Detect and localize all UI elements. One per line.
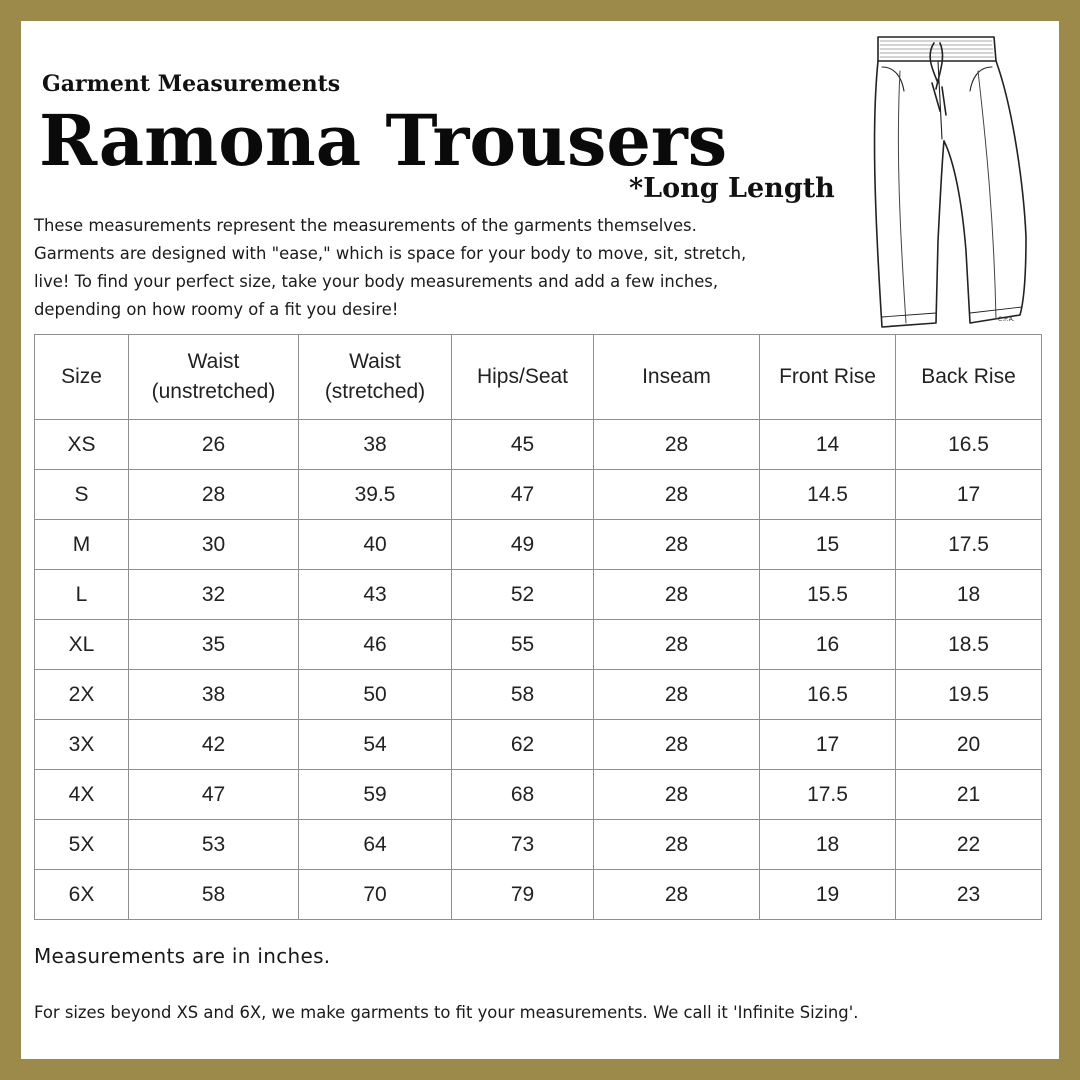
cell-hips-seat: 68: [452, 770, 594, 820]
units-note: Measurements are in inches.: [34, 944, 331, 968]
cell-waist-unstretched: 47: [129, 770, 299, 820]
cell-waist-stretched: 70: [299, 870, 452, 920]
cell-front-rise: 14: [760, 420, 896, 470]
infinite-sizing-note: For sizes beyond XS and 6X, we make garments to fit your measurements. We call it 'Infinite Sizing'.: [34, 1003, 859, 1022]
cell-waist-stretched: 38: [299, 420, 452, 470]
cell-waist-unstretched: 28: [129, 470, 299, 520]
cell-size: 6X: [35, 870, 129, 920]
cell-front-rise: 15.5: [760, 570, 896, 620]
eyebrow-heading: Garment Measurements: [42, 71, 341, 97]
cell-waist-unstretched: 32: [129, 570, 299, 620]
measurement-card: [21, 21, 1059, 1059]
cell-inseam: 28: [594, 570, 760, 620]
cell-waist-unstretched: 42: [129, 720, 299, 770]
cell-waist-stretched: 59: [299, 770, 452, 820]
header-inseam: Inseam: [594, 335, 760, 420]
cell-inseam: 28: [594, 470, 760, 520]
header-front-rise: Front Rise: [760, 335, 896, 420]
cell-size: 3X: [35, 720, 129, 770]
cell-waist-unstretched: 58: [129, 870, 299, 920]
cell-waist-unstretched: 35: [129, 620, 299, 670]
page-title: Ramona Trousers: [39, 99, 728, 182]
cell-back-rise: 20: [896, 720, 1042, 770]
cell-hips-seat: 55: [452, 620, 594, 670]
table-row: [35, 870, 1042, 920]
table-row: [35, 520, 1042, 570]
cell-inseam: 28: [594, 870, 760, 920]
cell-inseam: 28: [594, 670, 760, 720]
cell-front-rise: 17: [760, 720, 896, 770]
cell-waist-stretched: 39.5: [299, 470, 452, 520]
cell-waist-stretched: 40: [299, 520, 452, 570]
cell-waist-unstretched: 38: [129, 670, 299, 720]
cell-waist-stretched: 43: [299, 570, 452, 620]
cell-size: XL: [35, 620, 129, 670]
table-row: [35, 820, 1042, 870]
table-row: [35, 720, 1042, 770]
cell-inseam: 28: [594, 620, 760, 670]
cell-back-rise: 22: [896, 820, 1042, 870]
table-row: [35, 770, 1042, 820]
header-waist-stretched: Waist (stretched): [299, 335, 452, 420]
cell-size: L: [35, 570, 129, 620]
table-row: [35, 420, 1042, 470]
cell-inseam: 28: [594, 770, 760, 820]
cell-hips-seat: 49: [452, 520, 594, 570]
cell-waist-stretched: 46: [299, 620, 452, 670]
header-hips-seat: Hips/Seat: [452, 335, 594, 420]
cell-back-rise: 23: [896, 870, 1042, 920]
cell-waist-unstretched: 53: [129, 820, 299, 870]
cell-size: 4X: [35, 770, 129, 820]
cell-waist-unstretched: 30: [129, 520, 299, 570]
artist-signature: C.P.A.: [998, 316, 1015, 323]
length-subtitle: *Long Length: [629, 173, 835, 204]
cell-hips-seat: 45: [452, 420, 594, 470]
cell-front-rise: 17.5: [760, 770, 896, 820]
cell-front-rise: 16: [760, 620, 896, 670]
header-back-rise: Back Rise: [896, 335, 1042, 420]
cell-back-rise: 19.5: [896, 670, 1042, 720]
cell-back-rise: 17: [896, 470, 1042, 520]
intro-paragraph: These measurements represent the measurements of the garments themselves. Garments are designed with "ease," which is space for your body to move, sit, stretch, live! To find your perfect size, take your body measurements and add a few inches, depending on how roomy of a fit you desire!: [34, 216, 747, 319]
table-row: [35, 620, 1042, 670]
size-chart-table: [34, 334, 1042, 920]
cell-hips-seat: 47: [452, 470, 594, 520]
table-row: [35, 570, 1042, 620]
cell-back-rise: 16.5: [896, 420, 1042, 470]
cell-size: 5X: [35, 820, 129, 870]
cell-front-rise: 18: [760, 820, 896, 870]
cell-back-rise: 18: [896, 570, 1042, 620]
table-row: [35, 470, 1042, 520]
cell-back-rise: 21: [896, 770, 1042, 820]
cell-hips-seat: 79: [452, 870, 594, 920]
cell-size: XS: [35, 420, 129, 470]
cell-inseam: 28: [594, 720, 760, 770]
cell-hips-seat: 73: [452, 820, 594, 870]
cell-back-rise: 18.5: [896, 620, 1042, 670]
cell-waist-stretched: 50: [299, 670, 452, 720]
cell-size: M: [35, 520, 129, 570]
cell-waist-unstretched: 26: [129, 420, 299, 470]
cell-inseam: 28: [594, 420, 760, 470]
header-waist-unstretched: Waist (unstretched): [129, 335, 299, 420]
cell-front-rise: 16.5: [760, 670, 896, 720]
header-size: Size: [35, 335, 129, 420]
cell-hips-seat: 52: [452, 570, 594, 620]
cell-hips-seat: 62: [452, 720, 594, 770]
cell-inseam: 28: [594, 820, 760, 870]
trousers-sketch-icon: [866, 31, 1046, 331]
cell-size: 2X: [35, 670, 129, 720]
cell-size: S: [35, 470, 129, 520]
cell-waist-stretched: 64: [299, 820, 452, 870]
cell-hips-seat: 58: [452, 670, 594, 720]
table-header-row: [35, 335, 1042, 420]
cell-waist-stretched: 54: [299, 720, 452, 770]
cell-front-rise: 14.5: [760, 470, 896, 520]
cell-front-rise: 19: [760, 870, 896, 920]
cell-inseam: 28: [594, 520, 760, 570]
table-row: [35, 670, 1042, 720]
cell-front-rise: 15: [760, 520, 896, 570]
cell-back-rise: 17.5: [896, 520, 1042, 570]
